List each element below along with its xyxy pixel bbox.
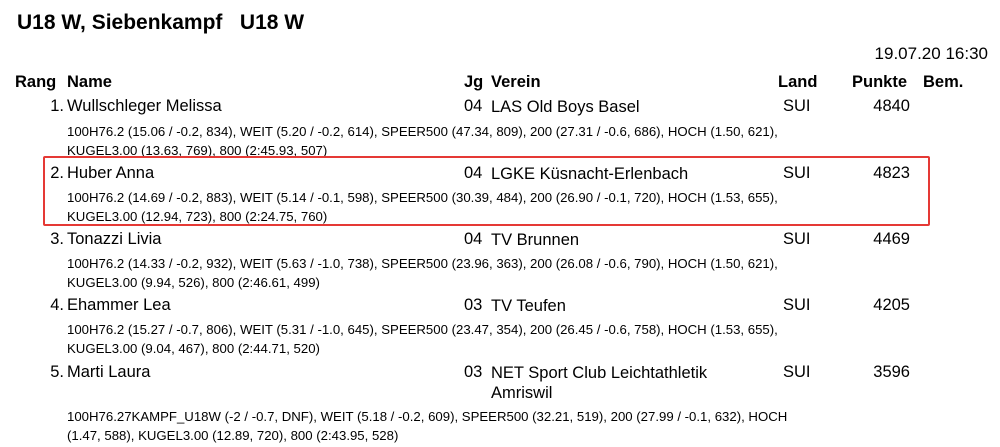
row-land: SUI [783,97,811,115]
row-land: SUI [783,363,811,381]
row-punkte: 4205 [873,296,910,314]
row-rank: 4. [50,296,64,314]
row-land: SUI [783,230,811,248]
row-name: Ehammer Lea [67,296,171,314]
table-header [0,73,1000,95]
row-name: Marti Laura [67,363,151,381]
header-name: Name [67,73,112,91]
row-details: 100H76.2 (14.33 / -0.2, 932), WEIT (5.63 / -1.0, 738), SPEER500 (23.96, 363), 200 (26.08 / -0.6, 790), HOCH (1.50, 621), KUGEL3.00 (9.94, 526), 800 (2:46.61, 499) [67,256,778,290]
row-rank: 3. [50,230,64,248]
row-verein: NET Sport Club Leichtathletik Amriswil [491,364,708,402]
row-jg: 03 [464,296,483,314]
row-verein: TV Brunnen [491,231,580,249]
row-land: SUI [783,164,811,182]
timestamp: 19.07.20 16:30 [874,44,988,63]
row-jg: 04 [464,230,483,248]
header-jg: Jg [464,73,484,91]
row-verein: LAS Old Boys Basel [491,98,640,116]
row-punkte: 4840 [873,97,910,115]
row-details: 100H76.2 (15.06 / -0.2, 834), WEIT (5.20 / -0.2, 614), SPEER500 (47.34, 809), 200 (27.31 / -0.6, 686), HOCH (1.50, 621), KUGEL3.00 (13.63, 769), 800 (2:45.93, 507) [67,124,778,158]
row-details: 100H76.2 (15.27 / -0.7, 806), WEIT (5.31 / -1.0, 645), SPEER500 (23.47, 354), 200 (26.45 / -0.6, 758), HOCH (1.53, 655), KUGEL3.00 (9.04, 467), 800 (2:44.71, 520) [67,322,778,356]
row-punkte: 4469 [873,230,910,248]
row-jg: 04 [464,97,483,115]
page-title: U18 W, Siebenkampf U18 W [17,11,305,34]
row-rank: 5. [50,363,64,381]
row-punkte: 4823 [873,164,910,182]
header-land: Land [778,73,818,91]
row-jg: 03 [464,363,483,381]
header-verein: Verein [491,73,541,91]
row-name: Tonazzi Livia [67,230,162,248]
row-jg: 04 [464,164,483,182]
row-rank: 2. [50,164,64,182]
row-land: SUI [783,296,811,314]
header-bem: Bem. [923,73,964,91]
row-rank: 1. [50,97,64,115]
highlight-box [43,156,930,226]
header-punkte: Punkte [852,73,908,91]
row-details: 100H76.27KAMPF_U18W (-2 / -0.7, DNF), WEIT (5.18 / -0.2, 609), SPEER500 (32.21, 519), 200 (27.99 / -0.1, 632), HOCH (1.47, 588), KUGEL3.00 (12.89, 720), 800 (2:43.95, 528) [67,409,788,443]
row-verein: TV Teufen [491,297,566,315]
row-details: 100H76.2 (14.69 / -0.2, 883), WEIT (5.14 / -0.1, 598), SPEER500 (30.39, 484), 200 (26.90 / -0.1, 720), HOCH (1.53, 655), KUGEL3.00 (12.94, 723), 800 (2:24.75, 760) [67,190,778,224]
row-punkte: 3596 [873,363,910,381]
header-rang: Rang [15,73,57,91]
row-name: Wullschleger Melissa [67,97,222,115]
row-name: Huber Anna [67,164,155,182]
row-verein: LGKE Küsnacht-Erlenbach [491,165,689,183]
